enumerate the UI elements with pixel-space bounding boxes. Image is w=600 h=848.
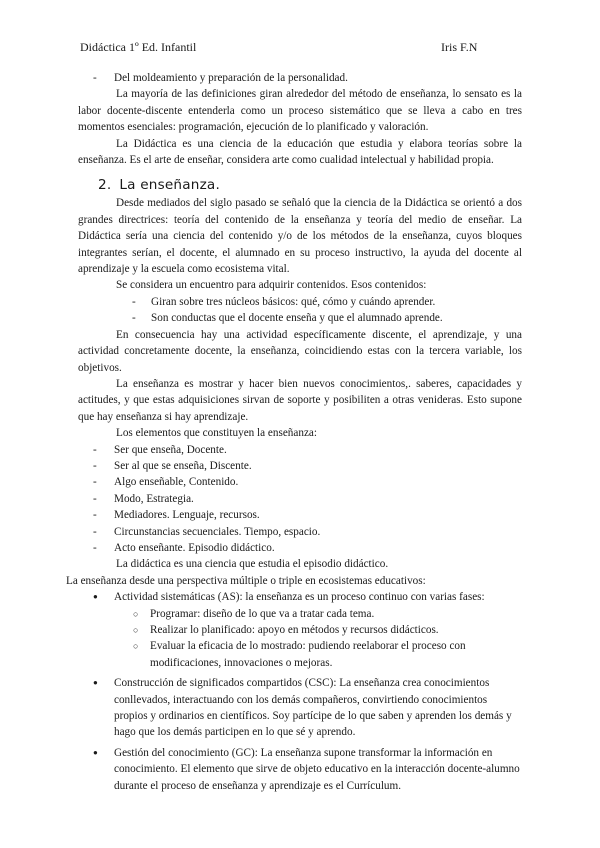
section-paragraph: Se considera un encuentro para adquirir contenidos. Esos contenidos: [116, 279, 427, 292]
element-list-item: - Circunstancias secuenciales. Tiempo, espacio. [78, 524, 522, 540]
section-paragraph: La enseñanza es mostrar y hacer bien nuevos conocimientos,. saberes, capacidades y actitudes, y que estas adquisiciones sirvan de soporte y posibiliten a otras venideras. Esto supone que hay enseñanza si hay aprendizaje. [78, 377, 522, 423]
sub-bullet-item: ○ Realizar lo planificado: apoyo en métodos y recursos didácticos. [78, 622, 522, 638]
sub-bullet-item: ○ Programar: diseño de lo que va a tratar cada tema. [78, 606, 522, 622]
header-author: Iris F.N [441, 40, 478, 54]
content-list-item: - Son conductas que el docente enseña y que el alumnado aprende. [78, 310, 522, 326]
element-list-item: - Modo, Estrategia. [78, 491, 522, 507]
section-paragraph: En consecuencia hay una actividad específicamente discente, el aprendizaje, y una actividad concretamente docente, la enseñanza, coincidiendo estas con la tercera variable, los objetivos. [78, 328, 522, 374]
bullet-item: ● Construcción de significados compartidos (CSC): La enseñanza crea conocimientos conllevados, interactuando con los demás compañeros, convirtiendo conocimientos propios y ordinarios en científicos. Soy partícipe de lo que saben y aprenden los demás y hago que los demás participen en lo que sé y aprendo. [78, 675, 522, 741]
bullet-item: ● Gestión del conocimiento (GC): La enseñanza supone transformar la información en conocimiento. El elemento que sirve de objeto educativo en la interacción docente-alumno durante el proceso de enseñanza y aprendizaje es el Currículum. [78, 745, 522, 794]
section-title: La enseñanza. [119, 177, 220, 194]
section-paragraph: La didáctica es una ciencia que estudia el episodio didáctico. [116, 558, 389, 571]
section-paragraph: Los elementos que constituyen la enseñanza: [116, 427, 317, 440]
element-list-item: - Ser que enseña, Docente. [78, 442, 522, 458]
section-paragraph: La enseñanza desde una perspectiva múltiple o triple en ecosistemas educativos: [66, 574, 426, 587]
content-list-item: - Giran sobre tres núcleos básicos: qué, cómo y cuándo aprender. [78, 294, 522, 310]
intro-paragraph: La Didáctica es una ciencia de la educación que estudia y elabora teorías sobre la enseñanza. Es el arte de enseñar, considera arte como cualidad intelectual y habilidad propia. [78, 137, 522, 167]
intro-paragraph: La mayoría de las definiciones giran alrededor del método de enseñanza, lo sensato es la labor docente-discente entenderla como un proceso sistemático que se lleva a cabo en tres momentos esenciales: programación, ejecución de lo planificado y valoración. [78, 88, 522, 134]
section-heading [98, 176, 522, 194]
section-paragraph: Desde mediados del siglo pasado se señaló que la ciencia de la Didáctica se orientó a dos grandes directrices: teoría del contenido de la enseñanza y teoría del medio de enseñar. La Didáctica sería una ciencia del contenido y/o de los métodos de la enseñanza, cuyos bloques integrantes serían, el docente, el alumnado en su proceso instructivo, la ayuda del docente al aprendizaje y la escuela como ecosistema vital. [78, 197, 522, 276]
document-body [66, 70, 522, 794]
element-list-item: - Acto enseñante. Episodio didáctico. [78, 540, 522, 556]
element-list-item: - Mediadores. Lenguaje, recursos. [78, 507, 522, 523]
header-course: Didáctica 1º Ed. Infantil [80, 40, 197, 54]
element-list-item: - Algo enseñable, Contenido. [78, 474, 522, 490]
intro-dash-item: - Del moldeamiento y preparación de la personalidad. [78, 70, 522, 86]
element-list-item: - Ser al que se enseña, Discente. [78, 458, 522, 474]
sub-bullet-item: ○ Evaluar la eficacia de lo mostrado: pudiendo reelaborar el proceso con modificaciones, innovaciones o mejoras. [78, 638, 522, 671]
bullet-item: ● Actividad sistemáticas (AS): la enseñanza es un proceso continuo con varias fases: [78, 589, 522, 605]
section-number: 2. [98, 177, 112, 194]
